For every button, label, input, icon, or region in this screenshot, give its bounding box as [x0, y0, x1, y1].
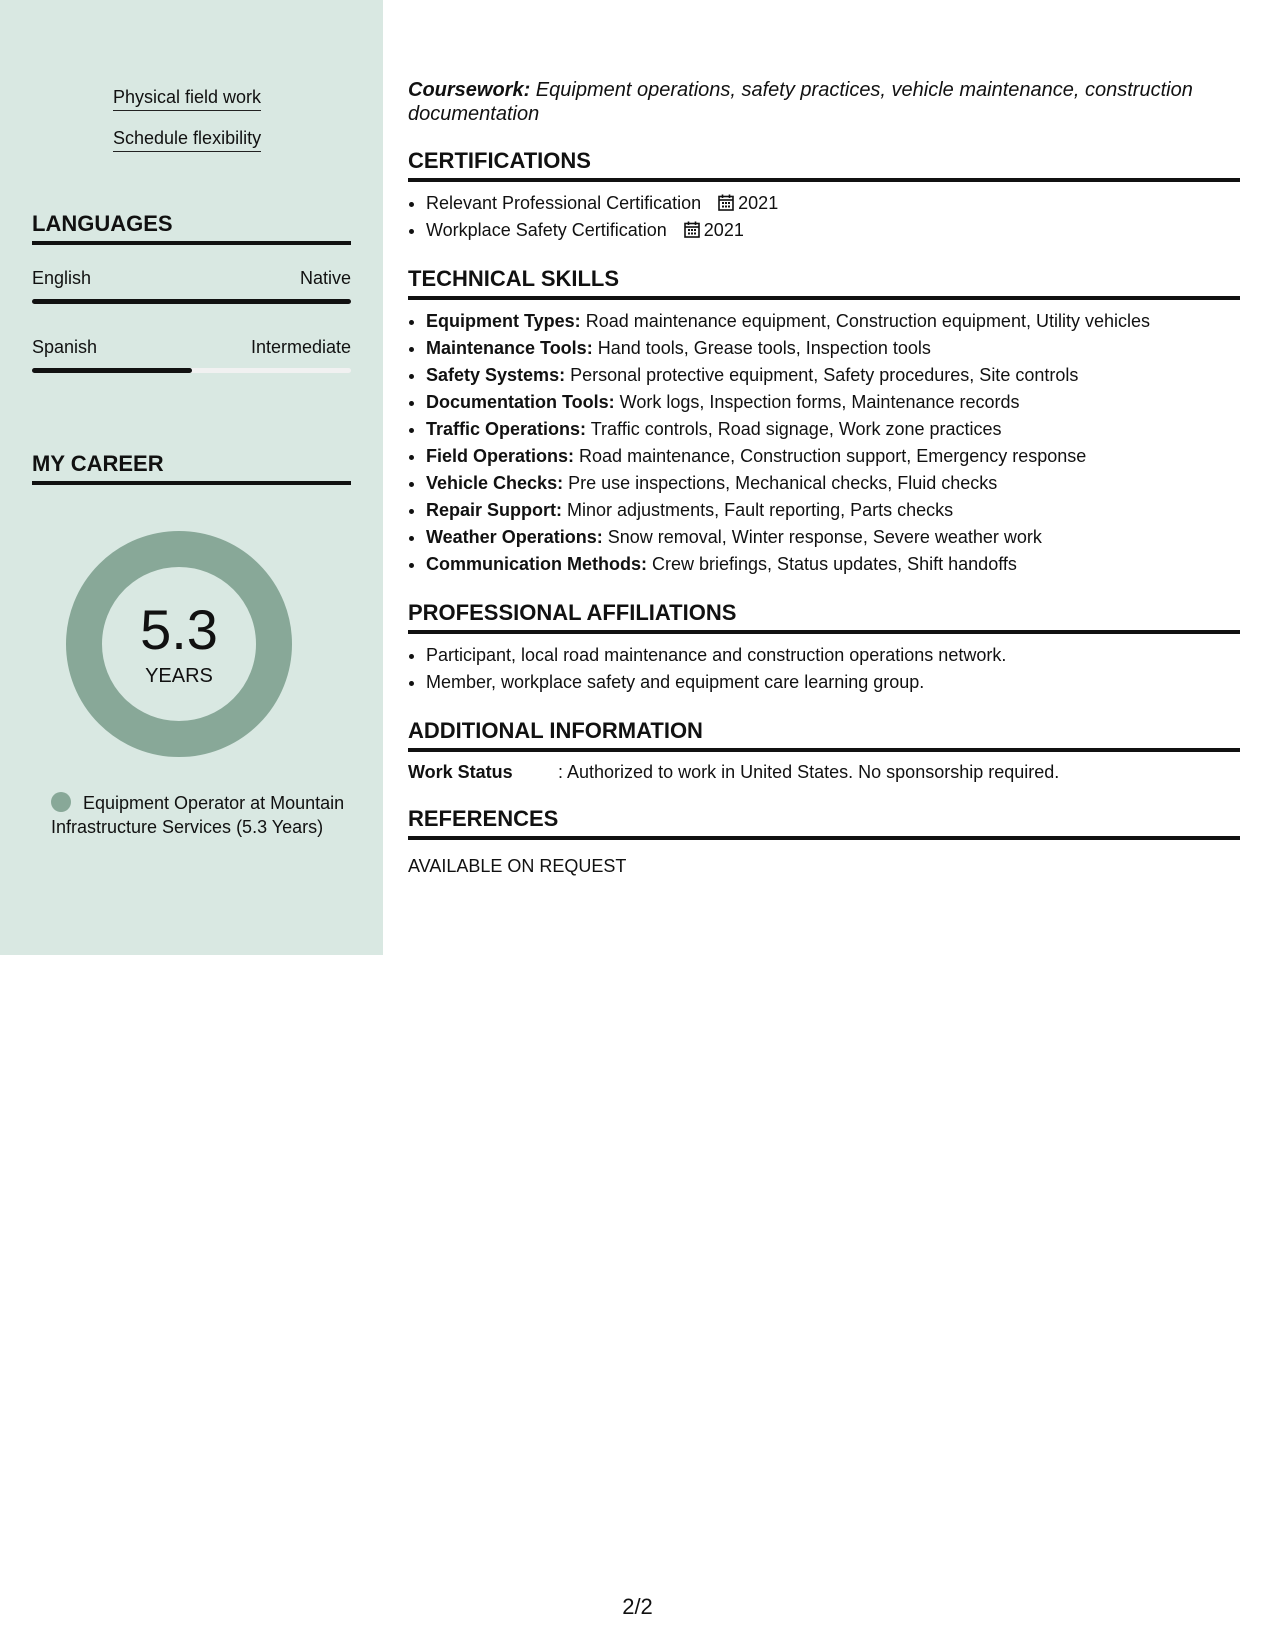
career-item-text: Equipment Operator at Mountain Infrastructure Services (5.3 Years) — [51, 793, 345, 837]
coursework-label: Coursework: — [408, 79, 531, 101]
work-status-label: Work Status — [408, 762, 513, 782]
language-level: Native — [299, 268, 351, 288]
skill-text: Personal protective equipment, Safety procedures, Site controls — [565, 365, 1079, 385]
sidebar — [0, 0, 383, 955]
languages-heading: LANGUAGES — [32, 211, 351, 245]
certifications-heading: CERTIFICATIONS — [408, 148, 1240, 182]
strengths-list — [113, 86, 261, 168]
language-name: Spanish — [32, 337, 98, 357]
certification-item — [426, 190, 1240, 217]
skill-label: Documentation Tools: — [426, 392, 615, 412]
certifications-list — [408, 190, 1240, 244]
skill-text: Crew briefings, Status updates, Shift handoffs — [647, 554, 1017, 574]
career-total-years: 5.3 — [140, 598, 218, 661]
skill-text: Road maintenance, Construction support, Emergency response — [574, 446, 1087, 466]
skill-item — [426, 551, 1240, 578]
skill-text: Minor adjustments, Fault reporting, Parts checks — [562, 500, 954, 520]
skill-label: Repair Support: — [426, 500, 563, 520]
strength-item: Physical field work — [113, 86, 261, 111]
skill-item — [426, 308, 1240, 335]
certification-item — [426, 217, 1240, 244]
skill-item — [426, 470, 1240, 497]
language-name: English — [32, 268, 92, 288]
skill-text: Pre use inspections, Mechanical checks, Fluid checks — [563, 473, 998, 493]
certification-year: 2021 — [703, 220, 744, 240]
main-content — [408, 78, 1240, 878]
technical-skills-heading: TECHNICAL SKILLS — [408, 266, 1240, 300]
skill-item — [426, 497, 1240, 524]
coursework-text: Equipment operations, safety practices, vehicle maintenance, construction documentation — [408, 79, 1193, 125]
skill-label: Communication Methods: — [426, 554, 647, 574]
skill-item — [426, 362, 1240, 389]
affiliation-item: • Member, workplace safety and equipment care learning group. — [426, 669, 1240, 696]
career-years-unit: YEARS — [145, 665, 213, 687]
skill-text: Traffic controls, Road signage, Work zone practices — [586, 419, 1002, 439]
references-text: AVAILABLE ON REQUEST — [408, 856, 627, 876]
affiliations-list — [408, 642, 1240, 696]
career-heading: MY CAREER — [32, 451, 351, 485]
skill-label: Traffic Operations: — [426, 419, 587, 439]
certification-name: Relevant Professional Certification — [426, 193, 702, 213]
work-status-value: : Authorized to work in United States. No sponsorship required. — [558, 762, 1060, 782]
skill-item — [426, 335, 1240, 362]
skill-item — [426, 443, 1240, 470]
language-bar-spanish — [32, 368, 351, 373]
coursework — [408, 78, 1240, 126]
calendar-icon — [718, 194, 734, 211]
language-bar-english — [32, 299, 351, 304]
skill-item — [426, 389, 1240, 416]
skill-text: Road maintenance equipment, Construction equipment, Utility vehicles — [580, 311, 1150, 331]
skill-label: Vehicle Checks: — [426, 473, 564, 493]
skill-text: Work logs, Inspection forms, Maintenance records — [614, 392, 1020, 412]
page-number: 2/2 — [622, 1594, 653, 1619]
language-bar-fill — [32, 368, 192, 373]
calendar-icon — [684, 221, 700, 238]
certification-year: 2021 — [738, 193, 779, 213]
work-status-row — [408, 760, 1240, 784]
career-item — [51, 791, 351, 839]
skill-item — [426, 524, 1240, 551]
skill-text: Hand tools, Grease tools, Inspection tools — [592, 338, 931, 358]
language-bar-fill — [32, 299, 351, 304]
skill-label: Field Operations: — [426, 446, 575, 466]
references-heading: REFERENCES — [408, 806, 1240, 840]
skill-label: Safety Systems: — [426, 365, 566, 385]
strength-item: Schedule flexibility — [113, 127, 261, 152]
technical-skills-list — [408, 308, 1240, 578]
affiliations-heading: PROFESSIONAL AFFILIATIONS — [408, 600, 1240, 634]
skill-label: Maintenance Tools: — [426, 338, 593, 358]
language-level: Intermediate — [250, 337, 351, 357]
additional-info-heading: ADDITIONAL INFORMATION — [408, 718, 1240, 752]
affiliation-item: • Participant, local road maintenance and construction operations network. — [426, 642, 1240, 669]
skill-label: Equipment Types: — [426, 311, 581, 331]
skill-label: Weather Operations: — [426, 527, 603, 547]
skill-text: Snow removal, Winter response, Severe weather work — [602, 527, 1042, 547]
career-legend-dot — [51, 792, 71, 812]
certification-name: Workplace Safety Certification — [426, 220, 667, 240]
skill-item — [426, 416, 1240, 443]
